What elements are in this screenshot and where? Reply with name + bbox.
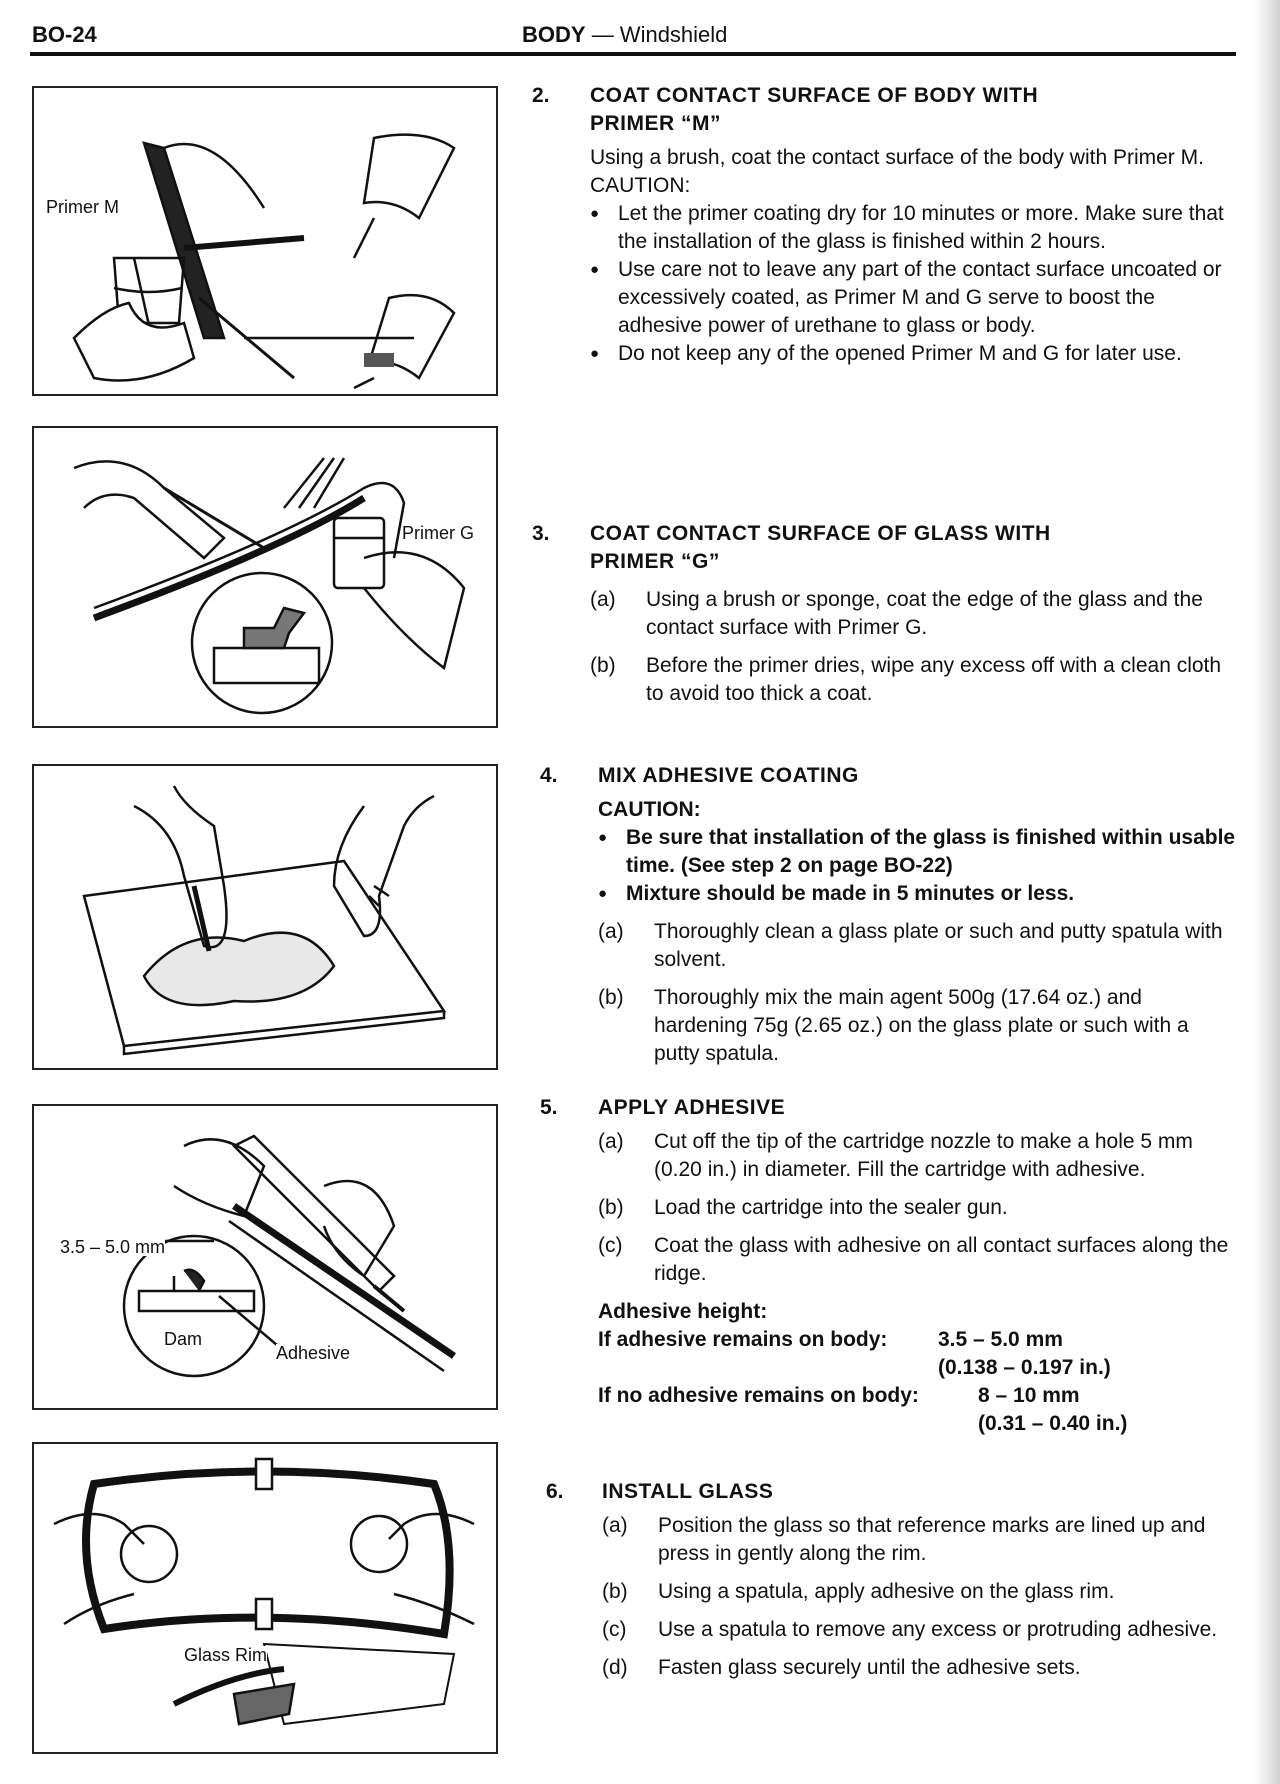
step-6-heading: INSTALL GLASS xyxy=(602,1480,774,1503)
label-primer-m: Primer M xyxy=(46,197,119,217)
item-label: (c) xyxy=(598,1234,623,1257)
spec-value-imperial: (0.138 – 0.197 in.) xyxy=(938,1356,1111,1379)
spec-row xyxy=(598,1326,1236,1354)
step-6-item xyxy=(602,1512,1236,1568)
label-glass-rim: Glass Rim xyxy=(184,1645,268,1665)
figure-install-glass-drawing xyxy=(34,1444,496,1752)
spec-row xyxy=(598,1382,1236,1410)
page-number: BO-24 xyxy=(32,22,97,47)
step-3-item xyxy=(590,586,1232,642)
spec-row-imperial xyxy=(598,1410,1236,1438)
step-4 xyxy=(540,762,1236,1068)
step-2-bullet: ● Let the primer coating dry for 10 minutes or more. Make sure that the installation of the glass is finished within 2 hours. xyxy=(590,200,1232,256)
step-2-bullet: ● Do not keep any of the opened Primer M and G for later use. xyxy=(590,340,1232,368)
item-text: Coat the glass with adhesive on all contact surfaces along the ridge. xyxy=(654,1234,1229,1285)
step-4-bullet: ● Be sure that installation of the glass is finished within usable time. (See step 2 on page BO-22) xyxy=(598,824,1236,880)
label-primer-g: Primer G xyxy=(402,523,474,543)
spec-value: 8 – 10 mm xyxy=(978,1384,1080,1407)
step-6-item xyxy=(602,1578,1236,1606)
page-edge-shadow xyxy=(1254,0,1280,1784)
item-text: Cut off the tip of the cartridge nozzle to make a hole 5 mm (0.20 in.) in diameter. Fill the cartridge with adhesive. xyxy=(654,1130,1193,1181)
step-2-caution: CAUTION: xyxy=(590,174,691,197)
step-6-item xyxy=(602,1654,1236,1682)
item-label: (b) xyxy=(598,986,624,1009)
item-text: Load the cartridge into the sealer gun. xyxy=(654,1196,1008,1219)
item-label: (b) xyxy=(602,1580,628,1603)
label-adhesive: Adhesive xyxy=(276,1343,351,1363)
spec-key: If no adhesive remains on body: xyxy=(598,1384,919,1407)
step-5-item xyxy=(598,1194,1236,1222)
item-text: Before the primer dries, wipe any excess off with a clean cloth to avoid too thick a coat. xyxy=(646,654,1222,705)
figure-mix-adhesive-drawing xyxy=(34,766,496,1068)
item-text: Thoroughly mix the main agent 500g (17.64 oz.) and hardening 75g (2.65 oz.) on the glass plate or such with a putty spatula. xyxy=(654,986,1189,1065)
step-4-heading: MIX ADHESIVE COATING xyxy=(598,764,859,787)
item-text: Fasten glass securely until the adhesive sets. xyxy=(658,1656,1081,1679)
item-label: (d) xyxy=(602,1656,628,1679)
step-6 xyxy=(546,1478,1236,1682)
figure-mix-adhesive xyxy=(32,764,498,1070)
item-label: (b) xyxy=(590,654,616,677)
item-label: (b) xyxy=(598,1196,624,1219)
figure-primer-g-drawing xyxy=(34,428,496,726)
step-5-item xyxy=(598,1128,1236,1184)
header-rule xyxy=(30,52,1236,56)
item-text: Using a brush or sponge, coat the edge of the glass and the contact surface with Primer G. xyxy=(646,588,1203,639)
step-5-number: 5. xyxy=(540,1096,558,1119)
step-2-number: 2. xyxy=(532,84,550,107)
step-4-item xyxy=(598,918,1236,974)
step-4-item xyxy=(598,984,1236,1068)
step-3 xyxy=(532,520,1232,708)
step-4-bullet: ● Mixture should be made in 5 minutes or less. xyxy=(598,880,1236,908)
figure-apply-adhesive-drawing xyxy=(34,1106,496,1408)
item-label: (a) xyxy=(598,1130,624,1153)
item-label: (c) xyxy=(602,1618,627,1641)
figure-apply-adhesive xyxy=(32,1104,498,1410)
step-2-heading-line1: COAT CONTACT SURFACE OF BODY WITH xyxy=(590,84,1039,107)
step-6-item xyxy=(602,1616,1236,1644)
step-2-intro: Using a brush, coat the contact surface of the body with Primer M. xyxy=(590,146,1204,169)
step-5 xyxy=(540,1094,1236,1438)
spec-value-imperial: (0.31 – 0.40 in.) xyxy=(978,1412,1128,1435)
spec-row-imperial xyxy=(598,1354,1236,1382)
header-title xyxy=(522,22,727,48)
label-adhesive-height: 3.5 – 5.0 mm xyxy=(60,1237,166,1257)
item-label: (a) xyxy=(602,1514,628,1537)
spec-key-spacer xyxy=(598,1410,978,1438)
header-title-sub: — Windshield xyxy=(591,22,728,47)
step-6-number: 6. xyxy=(546,1480,564,1503)
step-3-heading-line2: PRIMER “G” xyxy=(590,550,720,573)
step-2 xyxy=(532,82,1232,368)
step-4-caution: CAUTION: xyxy=(598,798,701,821)
page-header xyxy=(32,22,1236,52)
item-label: (a) xyxy=(590,588,616,611)
step-3-item xyxy=(590,652,1232,708)
step-3-number: 3. xyxy=(532,522,550,545)
item-text: Position the glass so that reference marks are lined up and press in gently along the rim. xyxy=(658,1514,1206,1565)
step-2-heading-line2: PRIMER “M” xyxy=(590,112,721,135)
figure-primer-m-drawing xyxy=(34,88,496,394)
step-4-number: 4. xyxy=(540,764,558,787)
header-title-main: BODY xyxy=(522,22,586,47)
spec-key-spacer xyxy=(598,1354,938,1382)
step-5-heading: APPLY ADHESIVE xyxy=(598,1096,786,1119)
item-text: Thoroughly clean a glass plate or such and putty spatula with solvent. xyxy=(654,920,1223,971)
item-text: Using a spatula, apply adhesive on the glass rim. xyxy=(658,1580,1115,1603)
adhesive-height-title: Adhesive height: xyxy=(598,1300,768,1323)
step-3-heading-line1: COAT CONTACT SURFACE OF GLASS WITH xyxy=(590,522,1051,545)
spec-value: 3.5 – 5.0 mm xyxy=(938,1328,1063,1351)
item-label: (a) xyxy=(598,920,624,943)
figure-primer-g xyxy=(32,426,498,728)
label-dam: Dam xyxy=(164,1329,203,1349)
figure-primer-m xyxy=(32,86,498,396)
step-5-item xyxy=(598,1232,1236,1288)
item-text: Use a spatula to remove any excess or protruding adhesive. xyxy=(658,1618,1218,1641)
figure-install-glass xyxy=(32,1442,498,1754)
step-2-bullet: ● Use care not to leave any part of the contact surface uncoated or excessively coated, as Primer M and G serve to boost the adhesive power of urethane to glass or body. xyxy=(590,256,1232,340)
spec-key: If adhesive remains on body: xyxy=(598,1328,888,1351)
